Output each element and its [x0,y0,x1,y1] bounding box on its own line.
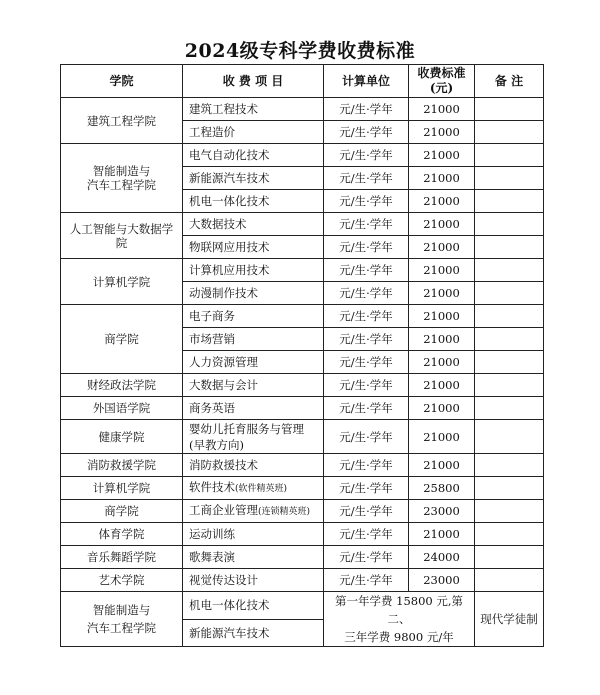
item-cell: 婴幼儿托育服务与管理(早教方向) [183,420,324,454]
table-row [61,305,544,328]
item-cell: 消防救援技术 [183,454,324,477]
item-cell: 大数据技术 [183,213,324,236]
unit-cell: 元/生·学年 [324,374,409,397]
fee-cell: 24000 [409,546,475,569]
note-cell [475,397,544,420]
college-cell: 财经政法学院 [61,374,183,397]
header-note: 备 注 [475,65,544,98]
table-row [61,500,544,523]
unit-cell: 元/生·学年 [324,420,409,454]
table-row [61,374,544,397]
item-cell: 物联网应用技术 [183,236,324,259]
fee-cell: 21000 [409,351,475,374]
college-cell: 健康学院 [61,420,183,454]
item-cell: 市场营销 [183,328,324,351]
note-cell [475,282,544,305]
note-cell [475,213,544,236]
college-cell: 建筑工程学院 [61,98,183,144]
unit-cell: 元/生·学年 [324,546,409,569]
unit-cell: 元/生·学年 [324,569,409,592]
note-cell [475,477,544,500]
college-cell: 商学院 [61,500,183,523]
note-cell [475,121,544,144]
table-row [61,98,544,121]
table-row [61,546,544,569]
item-cell: 电子商务 [183,305,324,328]
college-cell: 艺术学院 [61,569,183,592]
unit-cell: 元/生·学年 [324,454,409,477]
note-cell [475,98,544,121]
unit-cell: 元/生·学年 [324,523,409,546]
item-cell: 动漫制作技术 [183,282,324,305]
fee-cell: 23000 [409,500,475,523]
table-row [61,477,544,500]
note-cell [475,167,544,190]
unit-cell: 元/生·学年 [324,236,409,259]
unit-cell: 元/生·学年 [324,351,409,374]
table-row [61,144,544,167]
unit-cell: 元/生·学年 [324,328,409,351]
note-cell [475,190,544,213]
unit-cell: 元/生·学年 [324,282,409,305]
fee-cell: 21000 [409,121,475,144]
fee-table [60,64,544,647]
fee-cell: 21000 [409,282,475,305]
unit-cell: 元/生·学年 [324,190,409,213]
header-fee: 收费标准 (元) [409,65,475,98]
college-cell: 商学院 [61,305,183,374]
item-cell: 电气自动化技术 [183,144,324,167]
fee-cell: 21000 [409,420,475,454]
item-cell: 机电一体化技术 [183,592,324,620]
table-row [61,569,544,592]
unit-cell: 元/生·学年 [324,397,409,420]
item-cell: 商务英语 [183,397,324,420]
fee-cell: 23000 [409,569,475,592]
fee-cell: 21000 [409,328,475,351]
note-cell [475,500,544,523]
note-cell [475,569,544,592]
fee-cell: 21000 [409,305,475,328]
note-cell [475,305,544,328]
college-cell: 计算机学院 [61,259,183,305]
note-cell [475,420,544,454]
item-cell: 新能源汽车技术 [183,619,324,647]
table-row [61,592,544,620]
item-cell: 歌舞表演 [183,546,324,569]
note-cell [475,236,544,259]
note-cell [475,454,544,477]
fee-cell: 21000 [409,523,475,546]
page-title: 2024级专科学费收费标准 [184,40,416,62]
note-cell [475,144,544,167]
unit-cell: 元/生·学年 [324,477,409,500]
note-cell [475,259,544,282]
fee-cell: 21000 [409,397,475,420]
table-row [61,259,544,282]
fee-cell: 25800 [409,477,475,500]
college-cell: 外国语学院 [61,397,183,420]
item-cell: 新能源汽车技术 [183,167,324,190]
college-cell: 体育学院 [61,523,183,546]
item-cell: 计算机应用技术 [183,259,324,282]
unit-cell: 元/生·学年 [324,213,409,236]
table-row [61,420,544,454]
fee-cell: 21000 [409,190,475,213]
fee-cell: 21000 [409,98,475,121]
fee-cell: 21000 [409,374,475,397]
college-cell: 智能制造与 汽车工程学院 [61,144,183,213]
item-cell: 视觉传达设计 [183,569,324,592]
unit-cell: 元/生·学年 [324,121,409,144]
table-row [61,523,544,546]
college-cell: 人工智能与大数据学院 [61,213,183,259]
fee-cell: 21000 [409,236,475,259]
apprenticeship-fee-cell: 第一年学费 15800 元,第二、 三年学费 9800 元/年 [324,592,475,647]
college-cell: 智能制造与 汽车工程学院 [61,592,183,647]
note-cell [475,328,544,351]
note-cell: 现代学徒制 [475,592,544,647]
unit-cell: 元/生·学年 [324,167,409,190]
item-cell: 建筑工程技术 [183,98,324,121]
note-cell [475,546,544,569]
fee-cell: 21000 [409,144,475,167]
college-cell: 消防救援学院 [61,454,183,477]
fee-cell: 21000 [409,213,475,236]
note-cell [475,374,544,397]
table-row [61,397,544,420]
fee-cell: 21000 [409,259,475,282]
unit-cell: 元/生·学年 [324,98,409,121]
fee-cell: 21000 [409,454,475,477]
note-cell [475,523,544,546]
item-cell: 运动训练 [183,523,324,546]
header-college: 学院 [61,65,183,98]
header-item: 收 费 项 目 [183,65,324,98]
college-cell: 音乐舞蹈学院 [61,546,183,569]
college-cell: 计算机学院 [61,477,183,500]
unit-cell: 元/生·学年 [324,144,409,167]
note-cell [475,351,544,374]
header-row [61,65,544,98]
item-cell: 工程造价 [183,121,324,144]
table-row [61,454,544,477]
unit-cell: 元/生·学年 [324,500,409,523]
fee-cell: 21000 [409,167,475,190]
item-cell: 人力资源管理 [183,351,324,374]
unit-cell: 元/生·学年 [324,259,409,282]
table-row [61,213,544,236]
item-cell: 工商企业管理(连锁精英班) [183,500,324,523]
item-cell: 软件技术(软件精英班) [183,477,324,500]
unit-cell: 元/生·学年 [324,305,409,328]
header-unit: 计算单位 [324,65,409,98]
item-cell: 大数据与会计 [183,374,324,397]
item-cell: 机电一体化技术 [183,190,324,213]
